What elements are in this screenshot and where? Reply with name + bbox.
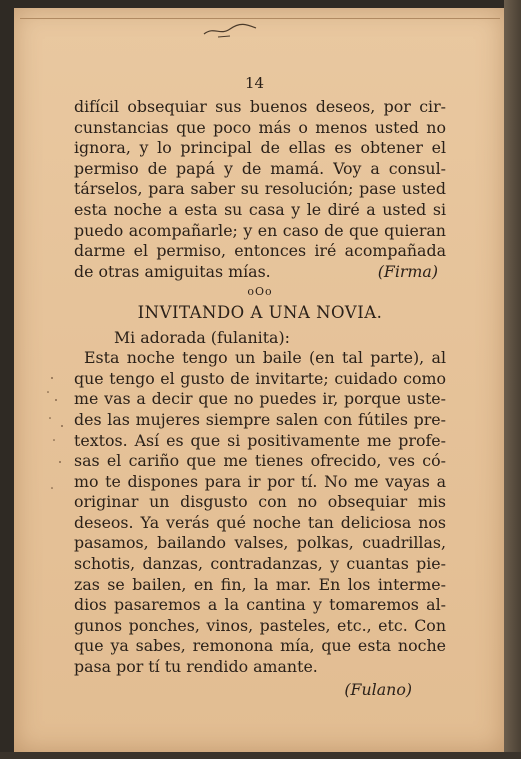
page-top-rule: [20, 18, 500, 19]
paragraph-one: [74, 97, 446, 282]
text-line: ignora, y lo principal de ellas es obtener el: [74, 138, 446, 158]
text-line: zas se bailen, en fin, la mar. En los interme-: [74, 574, 446, 594]
text-line: pasamos, bailando valses, polkas, cuadrillas,: [74, 533, 446, 553]
text-line: permiso de papá y de mamá. Voy a consul-: [74, 158, 446, 178]
signature-firma: (Firma): [377, 261, 438, 281]
text-line: dios pasaremos a la cantina y tomaremos al-: [74, 595, 446, 615]
salutation: Mi adorada (fulanita):: [114, 327, 290, 347]
text-line: Esta noche tengo un baile (en tal parte), al: [84, 348, 446, 368]
text-line: difícil obsequiar sus buenos deseos, por cir-: [74, 97, 446, 116]
margin-specks: [22, 370, 72, 510]
text-line: que tengo el gusto de invitarte; cuidado como: [74, 368, 446, 388]
text-line: pasa por tí tu rendido amante.: [74, 657, 318, 677]
page-number: 14: [245, 74, 265, 92]
paragraph-two: [74, 348, 446, 678]
text-line: de otras amiguitas mías.: [74, 261, 271, 281]
text-line: textos. Así es que si positivamente me profe-: [74, 430, 446, 450]
closing-line: [74, 262, 446, 283]
text-line: esta noche a esta su casa y le diré a usted si: [74, 199, 446, 219]
ornament-divider: oOo: [247, 285, 273, 299]
section-heading: INVITANDO A UNA NOVIA.: [137, 302, 383, 322]
text-line: des las mujeres siempre salen con fútiles pre-: [74, 409, 446, 429]
signature-fulano: (Fulano): [344, 679, 412, 699]
book-edge-bottom: [0, 752, 521, 759]
text-line: deseos. Ya verás qué noche tan deliciosa nos: [74, 512, 446, 532]
text-line: me vas a decir que no puedes ir, porque uste-: [74, 389, 446, 409]
text-line: que ya sabes, remonona mía, que esta noche: [74, 636, 446, 656]
page-text: [74, 97, 446, 700]
text-line: mo te dispones para ir por tí. No me vayas a: [74, 471, 446, 491]
text-line: gunos ponches, vinos, pasteles, etc., etc. Con: [74, 615, 446, 635]
text-line: puedo acompañarle; y en caso de que quieran: [74, 220, 446, 240]
text-line: darme el permiso, entonces iré acompañada: [74, 241, 446, 261]
book-edge-right: [504, 0, 521, 759]
text-line: cunstancias que poco más o menos usted no: [74, 117, 446, 137]
text-line: társelos, para saber su resolución; pase usted: [74, 179, 446, 199]
text-line: sas el cariño que me tienes ofrecido, ves có-: [74, 451, 446, 471]
pencil-mark-icon: [200, 20, 260, 40]
text-line: schotis, danzas, contradanzas, y cuantas pie-: [74, 554, 446, 574]
text-line: originar un disgusto con no obsequiar mis: [74, 492, 446, 512]
